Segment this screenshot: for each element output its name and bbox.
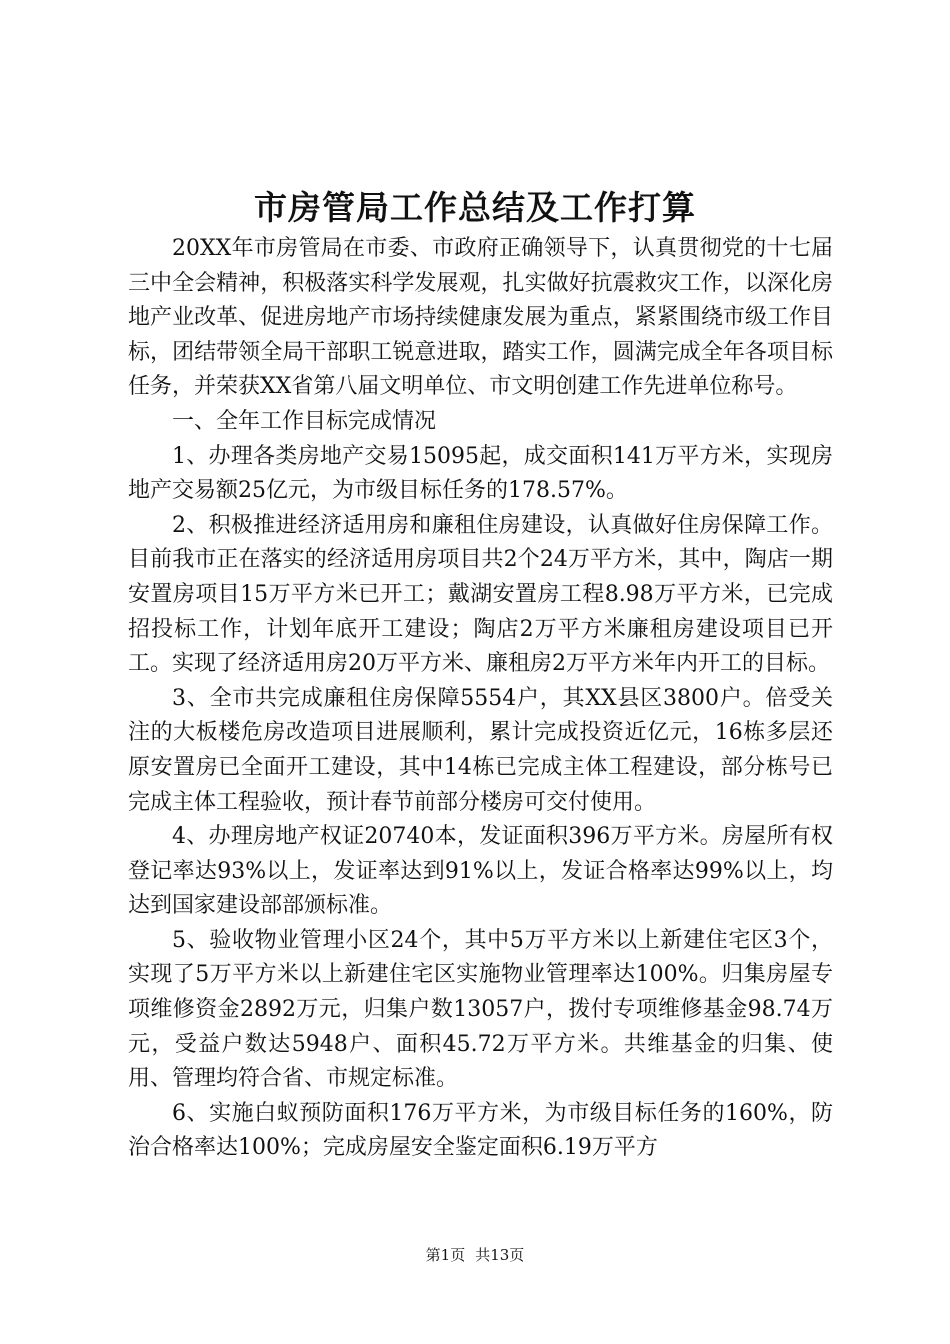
paragraph-item-2: 2、积极推进经济适用房和廉租住房建设，认真做好住房保障工作。目前我市正在落实的经济适用房项目共2个24万平方米，其中，陶店一期安置房项目15万平方米已开工；戴湖安置房工程8.98万平方米，已完成招投标工作，计划年底开工建设；陶店2万平方米廉租房建设项目已开工。实现了经济适用房20万平方米、廉租房2万平方米年内开工的目标。 bbox=[128, 512, 833, 677]
paragraph-item-5: 5、验收物业管理小区24个，其中5万平方米以上新建住宅区3个，实现了5万平方米以上新建住宅区实施物业管理率达100%。归集房屋专项维修资金2892万元，归集户数13057户，拨付专项维修基金98.74万元，受益户数达5948户、面积45.72万平方米。共维基金的归集、使用、管理均符合省、市规定标准。 bbox=[128, 927, 833, 1092]
page-total: 共13页 bbox=[475, 1246, 525, 1264]
paragraph-item-6: 6、实施白蚁预防面积176万平方米，为市级目标任务的160%，防治合格率达100%；完成房屋安全鉴定面积6.19万平方 bbox=[128, 1100, 833, 1161]
paragraph-intro: 20XX年市房管局在市委、市政府正确领导下，认真贯彻党的十七届三中全会精神，积极落实科学发展观，扎实做好抗震救灾工作，以深化房地产业改革、促进房地产市场持续健康发展为重点，紧紧围绕市级工作目标，团结带领全局干部职工锐意进取，踏实工作，圆满完成全年各项目标任务，并荣获XX省第八届文明单位、市文明创建工作先进单位称号。 bbox=[128, 236, 833, 400]
document-title: 市房管局工作总结及工作打算 bbox=[254, 188, 696, 227]
document-body bbox=[128, 232, 833, 1166]
paragraph-item-1: 1、办理各类房地产交易15095起，成交面积141万平方米，实现房地产交易额25亿元，为市级目标任务的178.57%。 bbox=[128, 443, 833, 504]
paragraph-item-4: 4、办理房地产权证20740本，发证面积396万平方米。房屋所有权登记率达93%以上，发证率达到91%以上，发证合格率达99%以上，均达到国家建设部部颁标准。 bbox=[128, 824, 833, 919]
paragraph-item-3: 3、全市共完成廉租住房保障5554户，其XX县区3800户。倍受关注的大板楼危房改造项目进展顺利，累计完成投资近亿元，16栋多层还原安置房已全面开工建设，其中14栋已完成主体工程建设，部分栋号已完成主体工程验收，预计春节前部分楼房可交付使用。 bbox=[128, 685, 833, 815]
page-footer bbox=[0, 1244, 950, 1265]
page-number: 第1页 bbox=[425, 1246, 466, 1264]
section-heading: 一、全年工作目标完成情况 bbox=[172, 408, 437, 434]
